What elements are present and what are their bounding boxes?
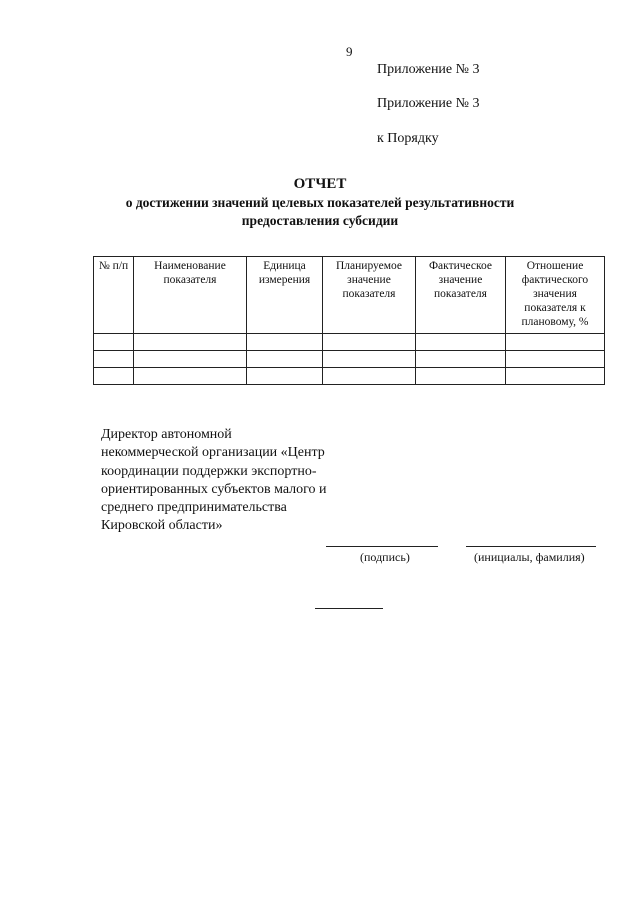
table-cell [416,368,506,385]
table-cell [323,368,416,385]
table-row [94,368,605,385]
table-cell [416,351,506,368]
table-header-row [94,257,605,334]
col-header-ratio: Отношение фактического значения показателя к плановому, % [506,257,605,334]
table-cell [247,351,323,368]
table-cell [506,334,605,351]
table-cell [134,351,247,368]
name-line [466,546,596,547]
report-subtitle: о достижении значений целевых показателей результативности предоставления субсидии [125,195,515,228]
table-cell [247,368,323,385]
table-cell [416,334,506,351]
table-cell [506,351,605,368]
table-cell [94,351,134,368]
closing-rule [315,608,383,609]
table-cell [323,351,416,368]
report-title: ОТЧЕТ [293,176,347,192]
table-cell [323,334,416,351]
table-cell [134,334,247,351]
col-header-unit: Единица измерения [247,257,323,334]
table-cell [134,368,247,385]
col-header-actual-value: Фактическое значение показателя [416,257,506,334]
appendix-label-repeat: Приложение № 3 [377,96,480,111]
table-row [94,351,605,368]
signatory-title: Директор автономной некоммерческой организации «Центр координации поддержки экспортно-ориентированных субъектов малого и среднего предпринимательства Кировской области» [101,427,327,534]
appendix-label: Приложение № 3 [377,62,480,77]
signature-caption: (подпись) [360,550,410,564]
col-header-indicator-name: Наименование показателя [134,257,247,334]
name-caption: (инициалы, фамилия) [474,550,585,564]
table-cell [247,334,323,351]
appendix-reference: к Порядку [377,131,439,146]
table-row [94,334,605,351]
table-cell [506,368,605,385]
page-number: 9 [346,44,353,59]
indicators-table [93,256,605,385]
col-header-number: № п/п [94,257,134,334]
table-cell [94,334,134,351]
col-header-planned-value: Планируемое значение показателя [323,257,416,334]
signature-line [326,546,438,547]
table-cell [94,368,134,385]
